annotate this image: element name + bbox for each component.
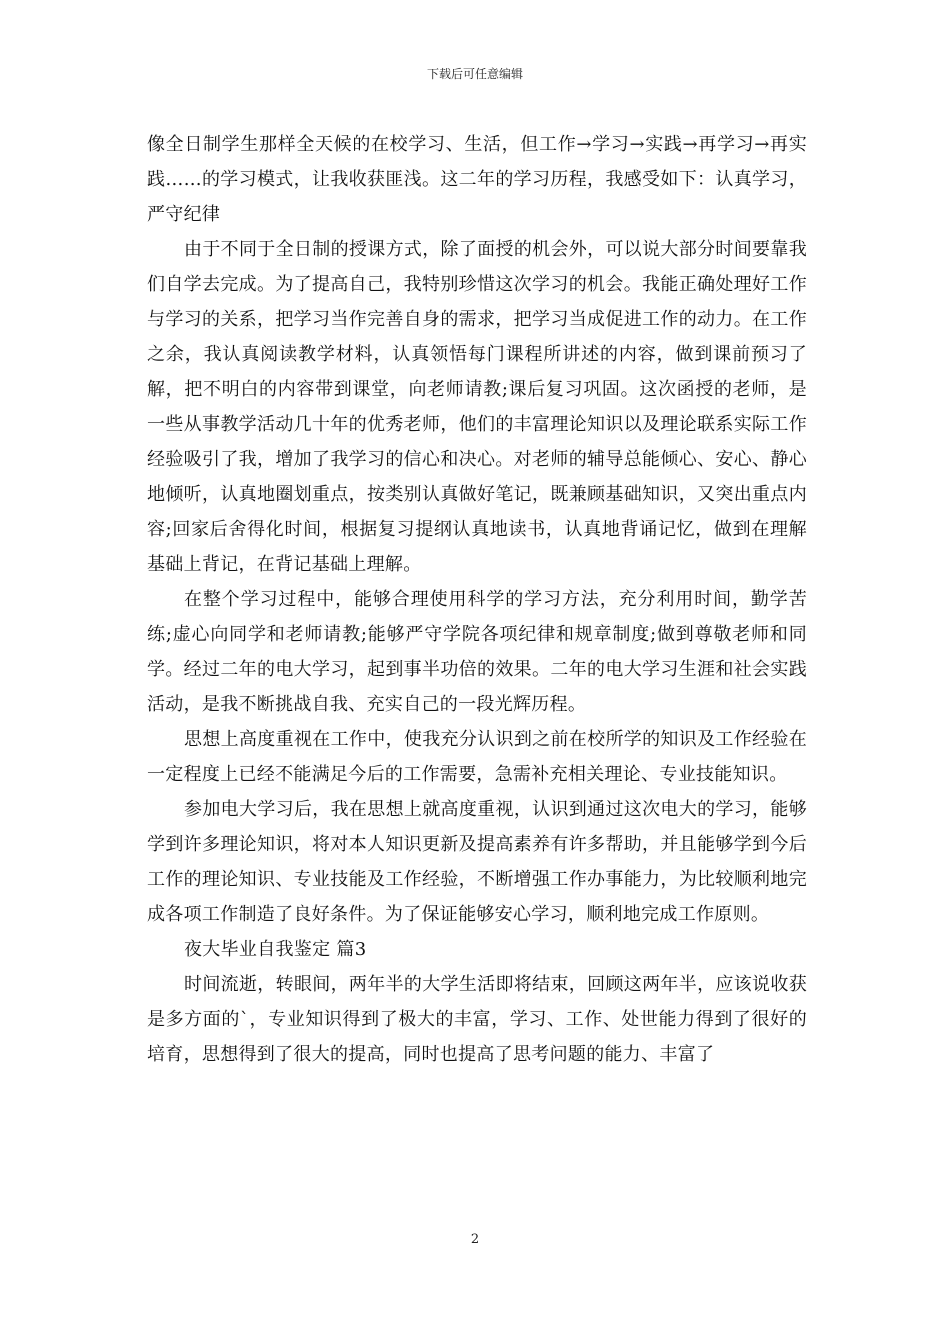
paragraph-continuation: 像全日制学生那样全天候的在校学习、生活，但工作→学习→实践→再学习→再实践……的学习模式，让我收获匪浅。这二年的学习历程，我感受如下：认真学习，严守纪律 [147,134,807,225]
paragraph-after-enrollment: 参加电大学习后，我在思想上就高度重视，认识到通过这次电大的学习，能够学到许多理论知识，将对本人知识更新及提高素养有许多帮助，并且能够学到今后工作的理论知识、专业技能及工作经验，不断增强工作办事能力，为比较顺利地完成各项工作制造了良好条件。为了保证能够安心学习，顺利地完成工作原则。 [147,799,807,925]
page-number: 2 [470,1232,480,1247]
document-body [147,127,807,1072]
section-heading: 夜大毕业自我鉴定 篇3 [184,939,367,960]
page-header: 下载后可任意编辑 [426,67,523,81]
paragraph-study-method: 由于不同于全日制的授课方式，除了面授的机会外，可以说大部分时间要靠我们自学去完成。为了提高自己，我特别珍惜这次学习的机会。我能正确处理好工作与学习的关系，把学习当作完善自身的需求，把学习当成促进工作的动力。在工作之余，我认真阅读教学材料，认真领悟每门课程所讲述的内容，做到课前预习了解，把不明白的内容带到课堂，向老师请教;课后复习巩固。这次函授的老师，是一些从事教学活动几十年的优秀老师，他们的丰富理论知识以及理论联系实际工作经验吸引了我，增加了我学习的信心和决心。对老师的辅导总能倾心、安心、静心地倾听，认真地圈划重点，按类别认真做好笔记，既兼顾基础知识，又突出重点内容;回家后舍得化时间，根据复习提纲认真地读书，认真地背诵记忆，做到在理解基础上背记，在背记基础上理解。 [147,239,807,575]
paragraph-ideological-attention: 思想上高度重视在工作中，使我充分认识到之前在校所学的知识及工作经验在一定程度上已经不能满足今后的工作需要，急需补充相关理论、专业技能知识。 [147,729,807,785]
paragraph-time-flies: 时间流逝，转眼间，两年半的大学生活即将结束，回顾这两年半，应该说收获是多方面的`，专业知识得到了极大的丰富，学习、工作、处世能力得到了很好的培育，思想得到了很大的提高，同时也提高了思考问题的能力、丰富了 [147,974,807,1065]
paragraph-learning-process: 在整个学习过程中，能够合理使用科学的学习方法，充分利用时间，勤学苦练;虚心向同学和老师请教;能够严守学院各项纪律和规章制度;做到尊敬老师和同学。经过二年的电大学习，起到事半功倍的效果。二年的电大学习生涯和社会实践活动，是我不断挑战自我、充实自己的一段光辉历程。 [147,589,807,715]
